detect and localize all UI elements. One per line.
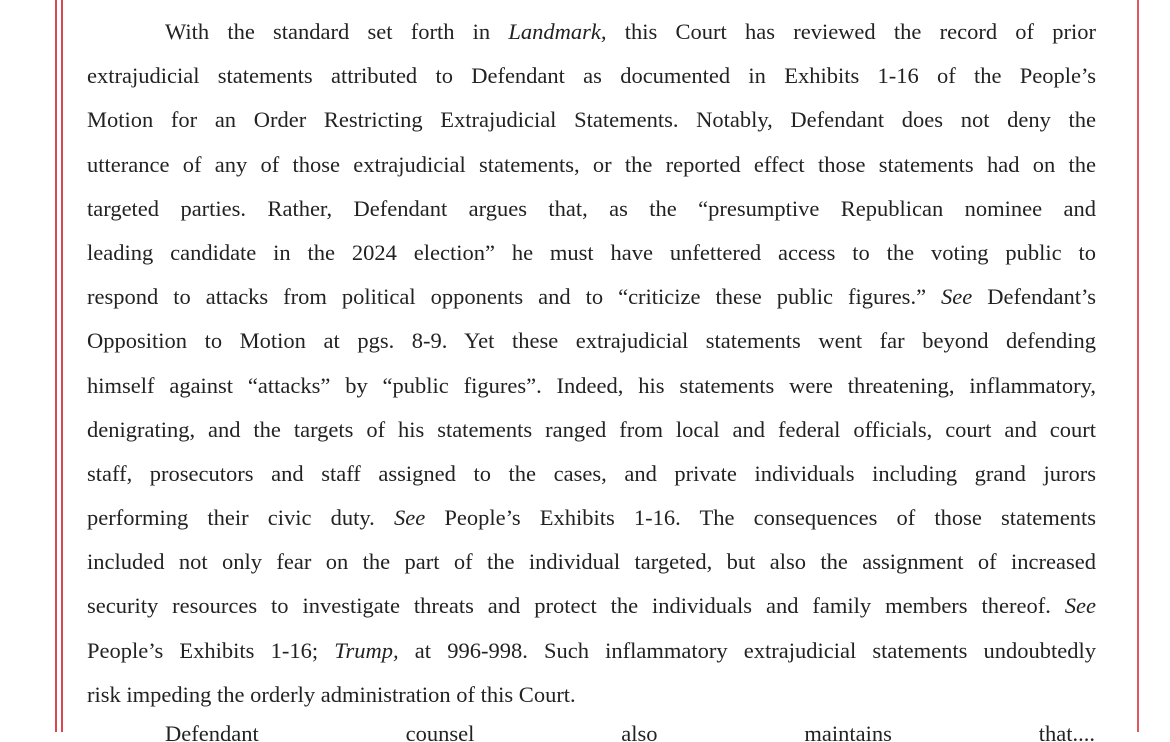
- body-paragraph: [87, 10, 1096, 717]
- left-margin-line-inner: [61, 0, 63, 732]
- text-line: [87, 187, 1096, 231]
- text-line: [87, 143, 1096, 187]
- text-segment: Opposition to Motion at pgs. 8-9. Yet these extrajudicial statements went far beyond defending: [87, 328, 1096, 354]
- text-line: [87, 629, 1096, 673]
- text-line: [87, 319, 1096, 363]
- right-margin-line: [1137, 0, 1139, 732]
- italic-citation: Trump,: [334, 637, 399, 663]
- text-segment: People’s Exhibits 1-16;: [87, 637, 335, 663]
- partial-next-line: Defendant counsel also maintains that....: [165, 721, 1095, 742]
- text-segment: People’s Exhibits 1-16. The consequences of those statements: [425, 505, 1096, 531]
- text-segment: Motion for an Order Restricting Extrajudicial Statements. Notably, Defendant does not deny the: [87, 107, 1096, 133]
- text-segment: respond to attacks from political opponents and to “criticize these public figures.”: [87, 284, 942, 310]
- left-margin-line-outer: [55, 0, 57, 732]
- text-segment: With the standard set forth in: [165, 19, 509, 44]
- text-line: [87, 98, 1096, 142]
- text-line: [87, 452, 1096, 496]
- text-line: [87, 10, 1096, 54]
- text-line: [87, 275, 1096, 319]
- text-segment: targeted parties. Rather, Defendant argues that, as the “presumptive Republican nominee and: [87, 195, 1096, 221]
- text-segment: this Court has reviewed the record of prior: [606, 19, 1096, 44]
- text-segment: staff, prosecutors and staff assigned to the cases, and private individuals including grand jurors: [87, 460, 1096, 486]
- text-segment: performing their civic duty.: [87, 505, 394, 531]
- text-segment: Defendant’s: [972, 284, 1096, 310]
- text-line: [87, 540, 1096, 584]
- text-line: [87, 364, 1096, 408]
- text-segment: at 996-998. Such inflammatory extrajudicial statements undoubtedly: [398, 637, 1096, 663]
- text-line: [87, 231, 1096, 275]
- text-line: [87, 496, 1096, 540]
- text-segment: utterance of any of those extrajudicial statements, or the reported effect those statements had on the: [87, 151, 1096, 177]
- text-line: [87, 54, 1096, 98]
- text-segment: himself against “attacks” by “public figures”. Indeed, his statements were threatening, inflammatory,: [87, 372, 1096, 398]
- text-segment: extrajudicial statements attributed to Defendant as documented in Exhibits 1-16 of the People’s: [87, 63, 1096, 89]
- italic-citation: See: [393, 505, 426, 531]
- text-segment: risk impeding the orderly administration of this Court.: [87, 681, 576, 707]
- text-segment: security resources to investigate threats and protect the individuals and family members thereof.: [87, 593, 1065, 619]
- text-segment: denigrating, and the targets of his statements ranged from local and federal officials, court and court: [87, 416, 1096, 442]
- text-segment: included not only fear on the part of the individual targeted, but also the assignment of increased: [87, 549, 1096, 575]
- italic-citation: See: [941, 284, 973, 310]
- italic-citation: See: [1064, 593, 1096, 619]
- text-line: [87, 673, 1096, 717]
- italic-citation: Landmark,: [508, 19, 607, 44]
- text-line: [87, 584, 1096, 628]
- text-line: [87, 408, 1096, 452]
- text-segment: leading candidate in the 2024 election” he must have unfettered access to the voting public to: [87, 239, 1096, 265]
